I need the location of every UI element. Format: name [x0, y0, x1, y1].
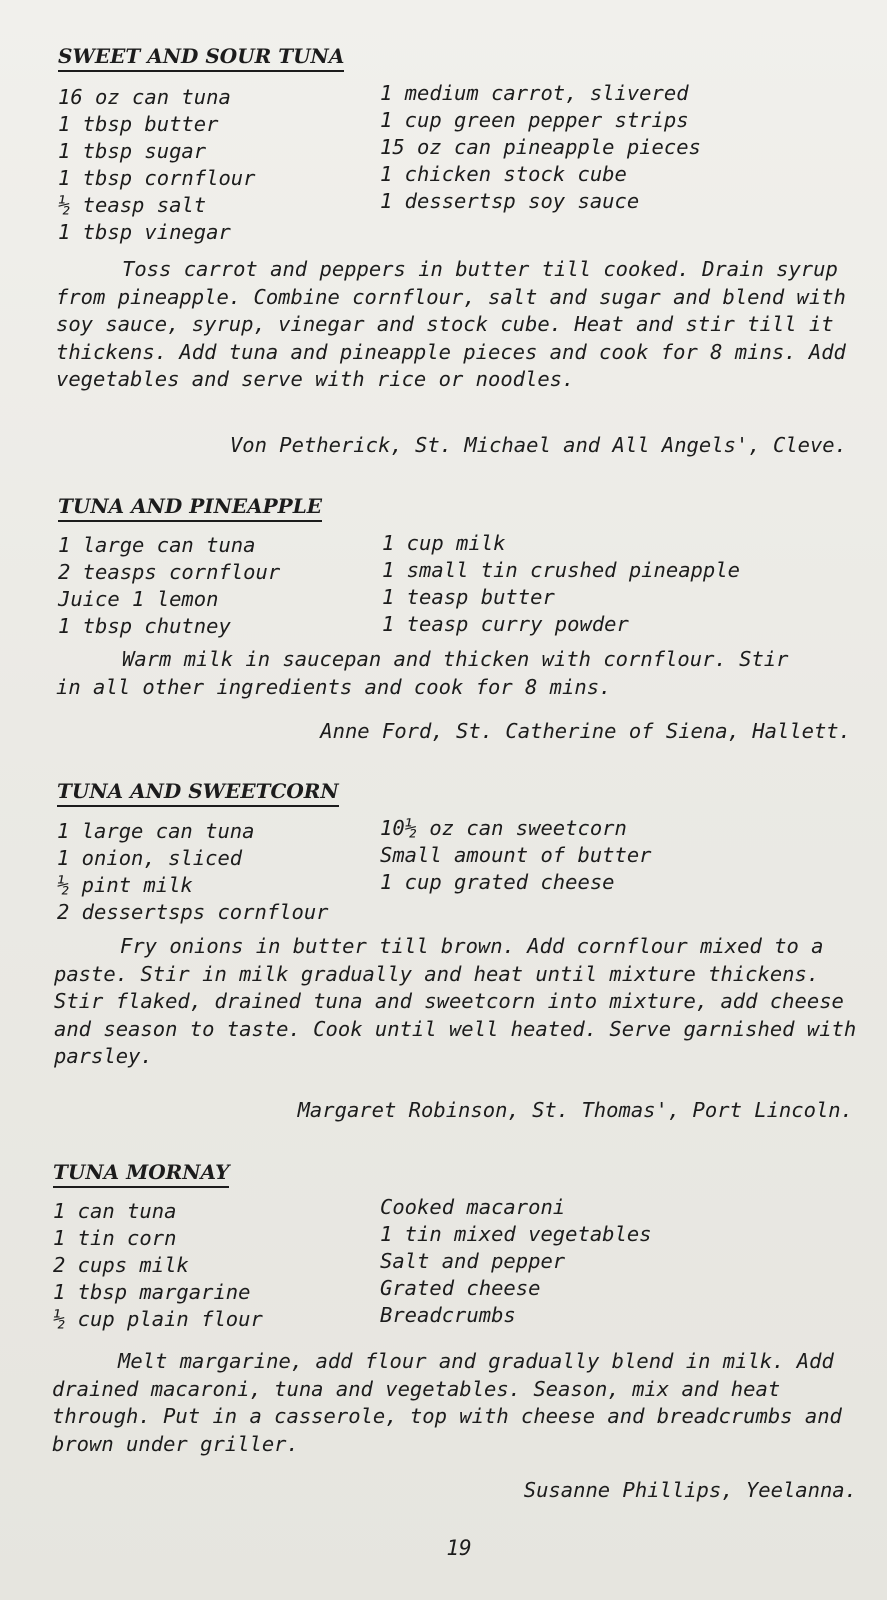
ingredient: 1 tin corn — [53, 1226, 177, 1250]
ingredient: Breadcrumbs — [380, 1303, 516, 1327]
recipe-credit: Susanne Phillips, Yeelanna. — [523, 1478, 857, 1502]
ingredient: 1 tbsp vinegar — [58, 220, 231, 244]
recipe-credit: Anne Ford, St. Catherine of Siena, Hallett. — [320, 719, 851, 743]
ingredient: 1 tin mixed vegetables — [380, 1222, 652, 1246]
ingredient: 1 can tuna — [53, 1199, 177, 1223]
ingredient: ½ cup plain flour — [53, 1307, 263, 1331]
ingredient: 1 tbsp chutney — [58, 614, 231, 638]
method-text: Warm milk in saucepan and thicken with cornflour. Stir in all other ingredients and cook for 8 mins. — [56, 647, 789, 699]
ingredient: 1 tbsp sugar — [58, 139, 207, 163]
ingredient: 1 tbsp butter — [58, 112, 219, 136]
ingredients-left — [58, 532, 280, 640]
recipe-title: TUNA AND SWEETCORN — [57, 779, 339, 807]
ingredient: ½ pint milk — [57, 873, 193, 897]
ingredient: Small amount of butter — [380, 843, 652, 867]
ingredient: 1 teasp curry powder — [382, 612, 629, 636]
ingredient: 1 tbsp cornflour — [58, 166, 256, 190]
ingredient: 10½ oz can sweetcorn — [380, 816, 627, 840]
ingredient: 1 large can tuna — [58, 533, 256, 557]
ingredient: 1 large can tuna — [57, 819, 255, 843]
ingredient: 1 cup milk — [382, 531, 506, 555]
method-text: Melt margarine, add flour and gradually blend in milk. Add drained macaroni, tuna and vegetables. Season, mix and heat through. Put in a casserole, top with cheese and breadcrumbs and brown under griller. — [52, 1349, 842, 1456]
method-text: Toss carrot and peppers in butter till cooked. Drain syrup from pineapple. Combine cornflour, salt and sugar and blend with soy sauce, syrup, vinegar and stock cube. Heat and stir till it thickens. Add tuna and pineapple pieces and cook for 8 mins. Add vegetables and serve with rice or noodles. — [56, 257, 846, 391]
ingredient: Juice 1 lemon — [58, 587, 219, 611]
ingredients-left — [53, 1198, 263, 1333]
ingredient: 1 medium carrot, slivered — [380, 81, 689, 105]
recipe-title: TUNA MORNAY — [53, 1160, 229, 1188]
ingredients-right — [380, 80, 701, 215]
ingredient: 1 dessertsp soy sauce — [380, 189, 640, 213]
ingredient: 1 tbsp margarine — [53, 1280, 251, 1304]
ingredient: ½ teasp salt — [58, 193, 207, 217]
ingredient: 16 oz can tuna — [58, 85, 231, 109]
ingredient: 1 cup green pepper strips — [380, 108, 689, 132]
ingredient: 15 oz can pineapple pieces — [380, 135, 701, 159]
recipe-title: TUNA AND PINEAPPLE — [58, 494, 322, 522]
method-text: Fry onions in butter till brown. Add cornflour mixed to a paste. Stir in milk gradually and heat until mixture thickens. Stir flaked, drained tuna and sweetcorn into mixture, add cheese and season to taste. Cook until well heated. Serve garnished with parsley. — [54, 934, 857, 1068]
ingredient: 1 cup grated cheese — [380, 870, 615, 894]
ingredient: 2 teasps cornflour — [58, 560, 281, 584]
ingredients-right — [380, 815, 652, 896]
ingredient: 2 dessertsps cornflour — [57, 900, 329, 924]
ingredients-left — [57, 818, 329, 926]
ingredients-right — [380, 1194, 652, 1329]
recipe-credit: Margaret Robinson, St. Thomas', Port Lincoln. — [297, 1098, 853, 1122]
ingredient: Grated cheese — [380, 1276, 541, 1300]
page-number: 19 — [446, 1536, 472, 1560]
ingredients-right — [382, 530, 740, 638]
ingredients-left — [58, 84, 255, 246]
ingredient: Salt and pepper — [380, 1249, 566, 1273]
ingredient: 1 chicken stock cube — [380, 162, 627, 186]
recipe-title: SWEET AND SOUR TUNA — [58, 44, 344, 72]
ingredient: 1 small tin crushed pineapple — [382, 558, 740, 582]
recipe-credit: Von Petherick, St. Michael and All Angels', Cleve. — [229, 433, 847, 457]
ingredient: 2 cups milk — [53, 1253, 189, 1277]
ingredient: 1 teasp butter — [382, 585, 555, 609]
ingredient: 1 onion, sliced — [57, 846, 243, 870]
ingredient: Cooked macaroni — [380, 1195, 566, 1219]
